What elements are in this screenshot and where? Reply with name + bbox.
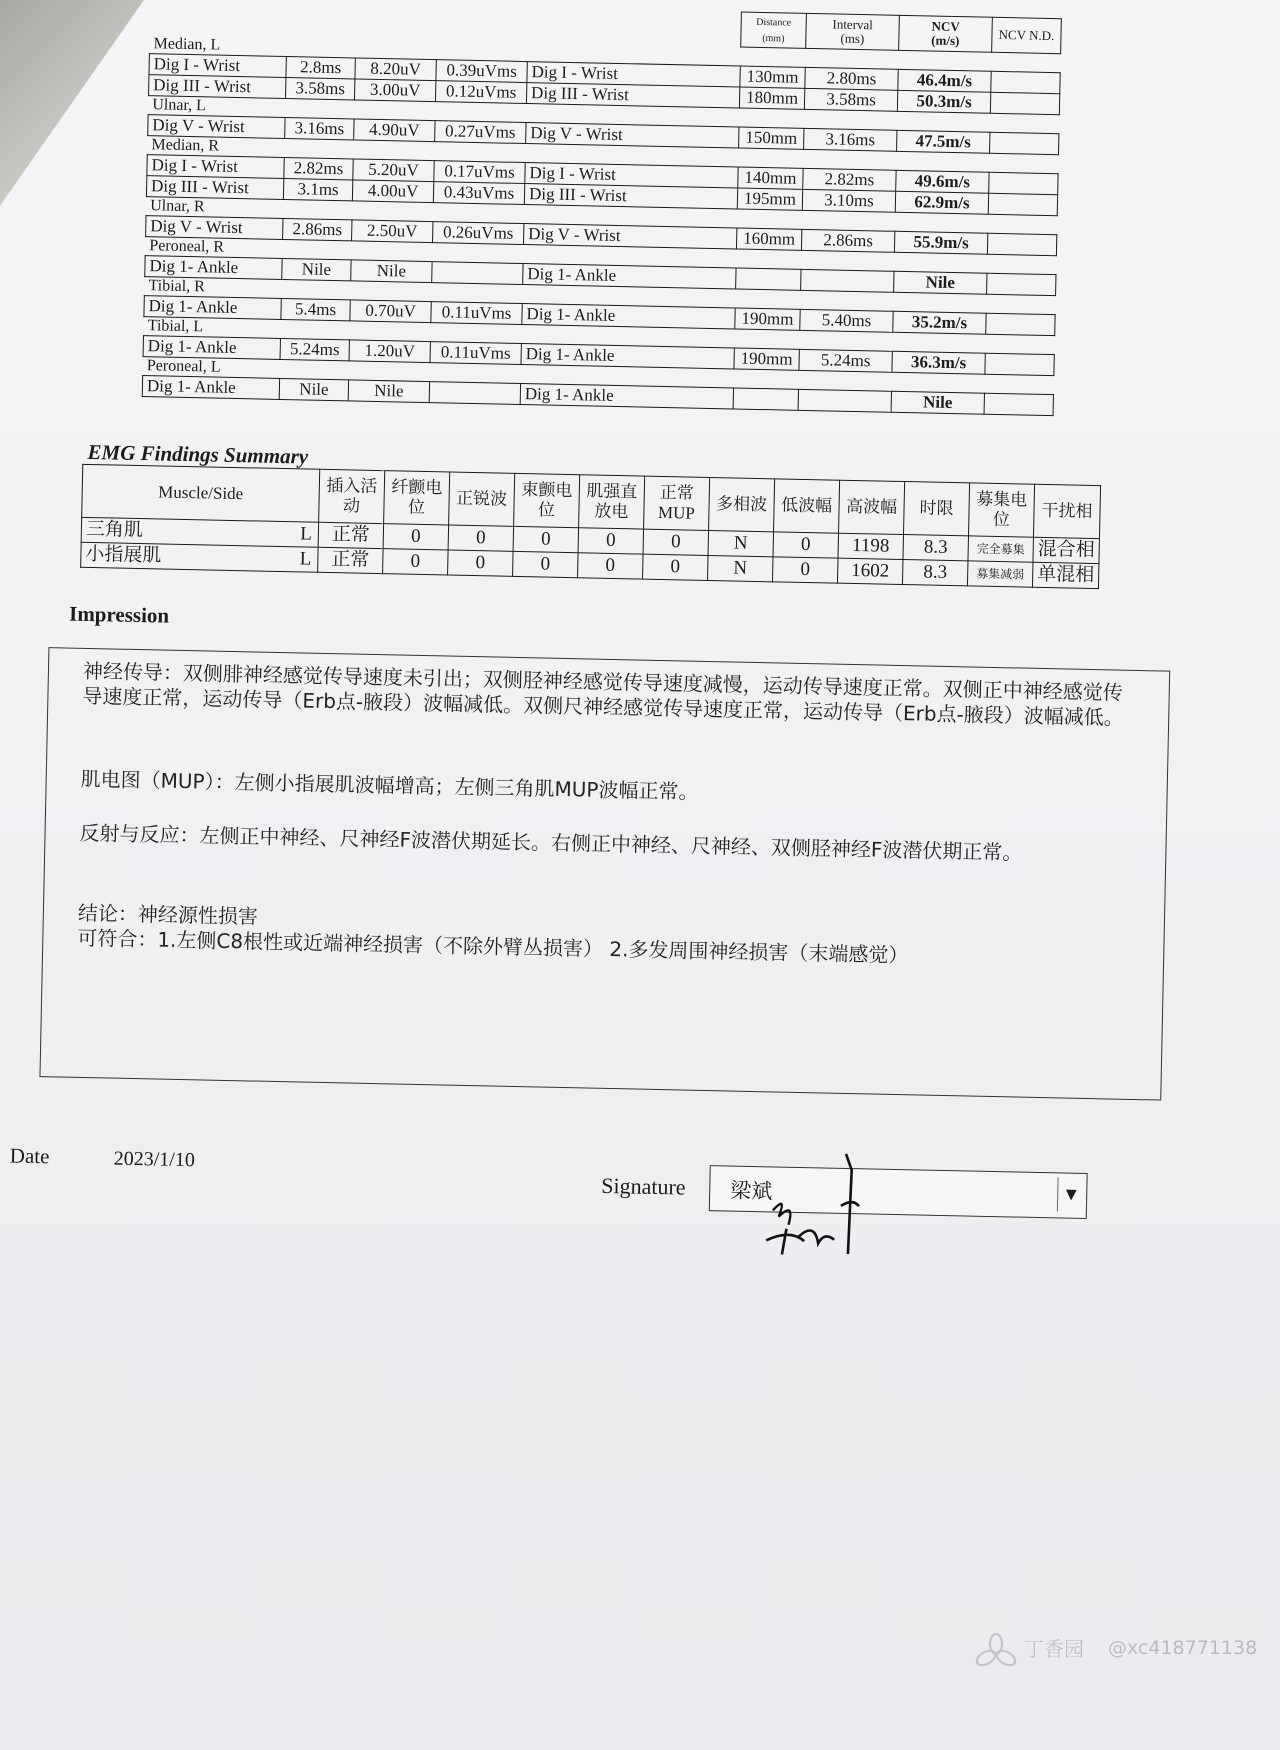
area: 0.12uVms — [435, 81, 526, 104]
sensory-site: Dig 1- Ankle — [143, 336, 280, 360]
emg-column-header: 纤颤电位 — [384, 471, 450, 525]
distance — [736, 268, 801, 290]
nerve-name: Median, R — [151, 136, 220, 155]
recording-site: Dig 1- Ankle — [522, 304, 735, 329]
interval: 2.80ms — [805, 67, 898, 90]
ncv-value: 50.3m/s — [897, 90, 990, 113]
interval: 3.58ms — [804, 88, 897, 111]
latency: 3.1ms — [283, 178, 352, 200]
emg-value: 0 — [772, 557, 838, 583]
signature-name: 梁斌 — [729, 1178, 773, 1204]
ncv-value: 55.9m/s — [894, 231, 987, 254]
interval — [798, 389, 891, 412]
watermark-user: @xc418771138 — [1108, 1637, 1258, 1659]
emg-column-header: 干扰相 — [1033, 484, 1100, 538]
date-label: Date — [9, 1143, 50, 1169]
area: 0.27uVms — [435, 121, 526, 144]
emg-value: 正常 — [318, 547, 384, 573]
ncv-header: NCV (m/s) — [899, 15, 993, 52]
muscle-name: 小指展肌 — [85, 543, 162, 567]
emg-value: 0 — [513, 551, 579, 577]
latency: 5.4ms — [281, 298, 350, 320]
ncv-value: Nile — [894, 271, 987, 294]
nerve-name: Tibial, L — [147, 317, 204, 336]
emg-column-header: 束颤电位 — [514, 473, 580, 527]
emg-value: 募集减弱 — [967, 561, 1033, 587]
amplitude: 0.70uV — [350, 300, 431, 323]
ncv-nd — [989, 172, 1058, 194]
nerve-name: Ulnar, L — [152, 96, 207, 115]
amplitude: 5.20uV — [353, 159, 434, 182]
ncv-value: 47.5m/s — [897, 130, 990, 153]
signature-label: Signature — [601, 1172, 686, 1200]
handwritten-signature — [764, 1144, 906, 1257]
nerve-name: Median, L — [153, 35, 221, 54]
distance: 130mm — [740, 66, 805, 88]
area: 0.26uVms — [433, 222, 524, 245]
distance: 190mm — [734, 348, 799, 370]
distance: 160mm — [736, 228, 801, 250]
interval-header: Interval (ms) — [806, 13, 900, 50]
recording-site: Dig 1- Ankle — [520, 383, 733, 408]
interval — [801, 269, 894, 292]
amplitude: 3.00uV — [354, 79, 435, 102]
nerve-name: Tibial, R — [148, 277, 206, 296]
sensory-site: Dig V - Wrist — [146, 216, 283, 240]
ncv-nd — [984, 393, 1053, 415]
emg-table — [80, 464, 1101, 589]
emg-value: N — [708, 530, 774, 556]
latency: 2.8ms — [286, 57, 355, 79]
amplitude: 8.20uV — [355, 58, 436, 81]
emg-value: 0 — [513, 526, 579, 552]
emg-value: 0 — [578, 553, 644, 579]
recording-site: Dig III - Wrist — [526, 83, 739, 108]
ncv-nd — [990, 132, 1059, 154]
distance: 190mm — [735, 308, 800, 330]
interval: 3.10ms — [802, 189, 895, 212]
ncv-value: 36.3m/s — [892, 351, 985, 374]
sensory-site: Dig I - Wrist — [147, 155, 284, 179]
area — [432, 262, 523, 285]
ncv-nd — [990, 92, 1059, 114]
muscle-name: 三角肌 — [85, 518, 144, 542]
emg-column-header: 肌强直放电 — [579, 475, 645, 529]
chevron-down-icon[interactable]: ▼ — [1057, 1177, 1085, 1212]
emg-column-header: 时限 — [904, 482, 970, 536]
area: 0.11uVms — [431, 302, 522, 325]
emg-value: 完全募集 — [968, 536, 1034, 562]
area: 0.17uVms — [434, 161, 525, 184]
latency: Nile — [282, 258, 351, 280]
distance: 140mm — [738, 167, 803, 189]
emg-value: 0 — [643, 529, 709, 555]
emg-value: 1198 — [838, 533, 904, 559]
emg-column-header: 插入活动 — [319, 469, 385, 523]
emg-value: 单混相 — [1032, 562, 1099, 588]
amplitude: 2.50uV — [352, 220, 433, 243]
area — [429, 382, 520, 405]
ncv-nd — [987, 233, 1056, 255]
nerve-name: Peroneal, L — [146, 357, 221, 376]
amplitude: Nile — [348, 380, 429, 403]
ncv-value: 46.4m/s — [898, 69, 991, 92]
distance: 195mm — [737, 188, 802, 210]
ncv-nd — [988, 193, 1057, 215]
emg-column-header: 正常MUP — [644, 476, 710, 530]
sensory-site: Dig 1- Ankle — [144, 296, 281, 320]
emg-column-header: 低波幅 — [774, 479, 840, 533]
muscle-side: L — [299, 548, 312, 570]
area: 0.43uVms — [433, 182, 524, 205]
latency: 5.24ms — [280, 338, 349, 360]
ncv-nd — [987, 273, 1056, 295]
recording-site: Dig 1- Ankle — [521, 343, 734, 368]
area: 0.39uVms — [436, 60, 527, 83]
emg-column-header: 募集电位 — [968, 483, 1034, 537]
emg-value: 8.3 — [902, 560, 968, 586]
recording-site: Dig III - Wrist — [524, 184, 737, 209]
impression-nerve-conduction: 神经传导：双侧腓神经感觉传导速度未引出；双侧胫神经感觉传导速度减慢，运动传导速度正常。双侧正中神经感觉传导速度正常，运动传导（Erb点-腋段）波幅减低。双侧尺神经感觉传导速度正常，运动传导（Erb点-腋段）波幅减低。 — [82, 658, 1125, 730]
emg-value: 0 — [383, 524, 449, 550]
interval: 5.40ms — [800, 309, 893, 332]
dxy-flower-icon — [974, 1632, 1018, 1672]
emg-value: 0 — [578, 528, 644, 554]
sensory-site: Dig I - Wrist — [149, 54, 286, 78]
ncv-table-section — [142, 0, 1062, 416]
emg-table-section — [80, 464, 1101, 589]
emg-value: 0 — [773, 532, 839, 558]
emg-column-header: 正锐波 — [449, 472, 515, 526]
interval: 5.24ms — [799, 349, 892, 372]
muscle-cell — [81, 542, 318, 572]
muscle-side: L — [300, 523, 313, 545]
ncv-nd — [985, 353, 1054, 375]
watermark-brand: 丁香园 — [1024, 1637, 1084, 1661]
emg-value: 0 — [448, 525, 514, 551]
emg-value: 0 — [448, 550, 514, 576]
amplitude: Nile — [351, 260, 432, 283]
emg-column-header: 高波幅 — [839, 480, 905, 534]
recording-site: Dig I - Wrist — [527, 62, 740, 87]
interval: 2.86ms — [801, 229, 894, 252]
interval: 2.82ms — [803, 168, 896, 191]
ncv-nd — [991, 71, 1060, 93]
date-value: 2023/1/10 — [113, 1147, 196, 1172]
emg-summary-title: EMG Findings Summary — [87, 439, 309, 469]
latency: 2.86ms — [283, 218, 352, 240]
ncv-value: 62.9m/s — [895, 191, 988, 214]
sensory-site: Dig V - Wrist — [148, 115, 285, 139]
emg-value: 1602 — [837, 558, 903, 584]
emg-column-header: Muscle/Side — [82, 464, 320, 522]
amplitude: 4.90uV — [354, 119, 435, 142]
distance: 180mm — [739, 87, 804, 109]
recording-site: Dig 1- Ankle — [523, 264, 736, 289]
impression-box — [39, 647, 1170, 1100]
ncv-nd — [986, 313, 1055, 335]
amplitude: 1.20uV — [349, 340, 430, 363]
emg-value: 8.3 — [903, 535, 969, 561]
impression-conclusion: 结论：神经源性损害 — [77, 900, 259, 929]
emg-value: 0 — [383, 549, 449, 575]
area: 0.11uVms — [430, 342, 521, 365]
nerve-name: Peroneal, R — [149, 237, 225, 256]
emg-value: N — [707, 555, 773, 581]
recording-site: Dig I - Wrist — [525, 163, 738, 188]
distance — [733, 388, 798, 410]
recording-site: Dig V - Wrist — [526, 123, 739, 148]
impression-emg: 肌电图（MUP）：左侧小指展肌波幅增高；左侧三角肌MUP波幅正常。 — [80, 766, 699, 804]
latency: Nile — [279, 378, 348, 400]
ncv-value: 35.2m/s — [893, 311, 986, 334]
distance: 150mm — [739, 127, 804, 149]
nerve-name: Ulnar, R — [150, 197, 205, 216]
impression-title: Impression — [68, 601, 170, 628]
emg-value: 正常 — [318, 522, 384, 548]
distance-header: Distance (mm) — [741, 12, 807, 48]
emg-value: 0 — [643, 554, 709, 580]
latency: 2.82ms — [284, 157, 353, 179]
impression-reflex: 反射与反应：左侧正中神经、尺神经F波潜伏期延长。右侧正中神经、尺神经、双侧胫神经F波潜伏期正常。 — [79, 820, 1023, 865]
ncv-value: Nile — [891, 391, 984, 414]
latency: 3.16ms — [285, 117, 354, 139]
amplitude: 4.00uV — [352, 180, 433, 203]
sensory-site: Dig III - Wrist — [146, 176, 283, 200]
emg-column-header: 多相波 — [709, 477, 775, 531]
recording-site: Dig V - Wrist — [523, 224, 736, 249]
sensory-site: Dig 1- Ankle — [142, 376, 279, 400]
ncv-value: 49.6m/s — [896, 170, 989, 193]
emg-value: 混合相 — [1033, 537, 1100, 563]
sensory-site: Dig III - Wrist — [149, 75, 286, 99]
sensory-site: Dig 1- Ankle — [145, 256, 282, 280]
ncv-table — [142, 0, 1062, 416]
impression-diagnosis: 可符合：1.左侧C8根性或近端神经损害（不除外臂丛损害） 2.多发周围神经损害（末端感觉） — [77, 925, 909, 968]
latency: 3.58ms — [285, 78, 354, 100]
interval: 3.16ms — [804, 128, 897, 151]
ncv-nd-header: NCV N.D. — [992, 17, 1062, 53]
